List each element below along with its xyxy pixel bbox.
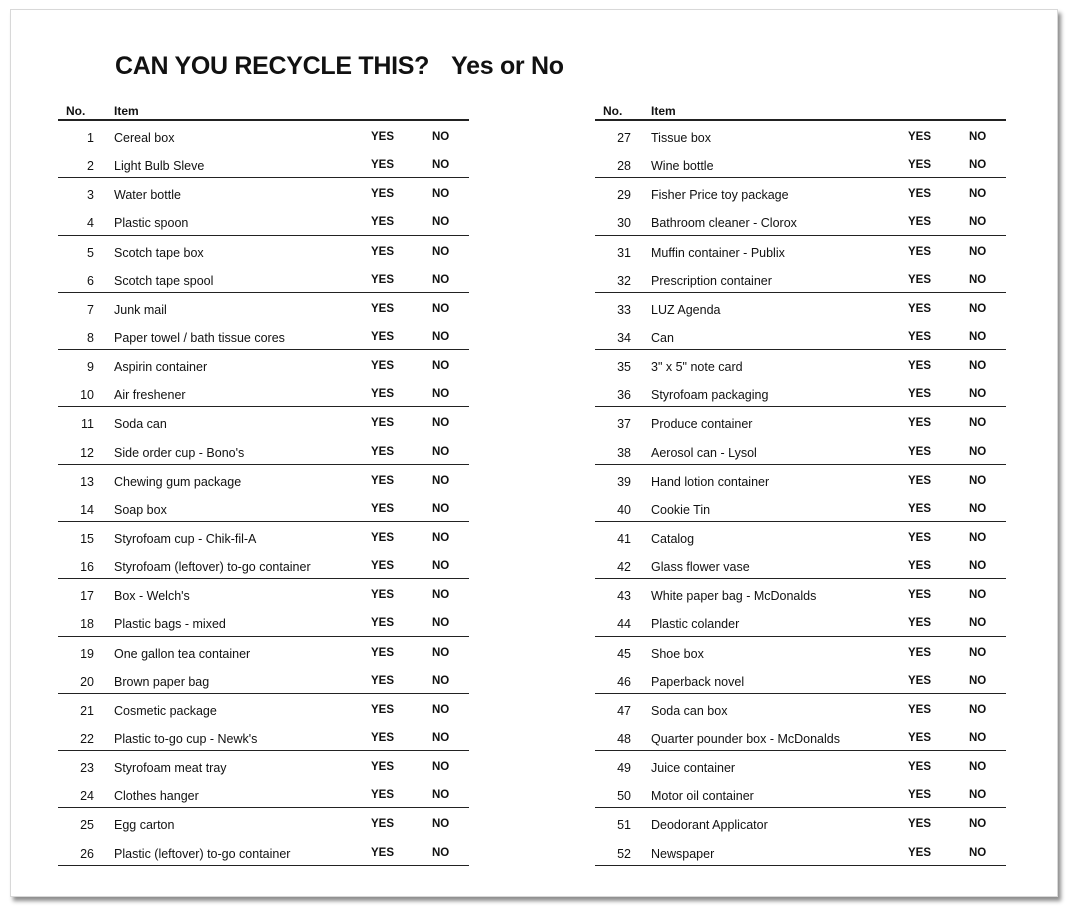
item-number: 29 bbox=[617, 188, 631, 203]
page-title bbox=[115, 52, 564, 81]
no-option[interactable]: NO bbox=[969, 531, 987, 544]
item-number: 5 bbox=[87, 245, 94, 260]
item-name: Soda can bbox=[114, 417, 167, 432]
table-row bbox=[595, 722, 1006, 751]
no-option[interactable]: NO bbox=[969, 731, 987, 744]
no-option[interactable]: NO bbox=[432, 216, 450, 229]
item-name: Plastic (leftover) to-go container bbox=[114, 846, 291, 861]
yes-option[interactable]: YES bbox=[371, 560, 395, 573]
item-number: 34 bbox=[617, 330, 631, 345]
table-row bbox=[595, 378, 1006, 407]
item-name: Plastic spoon bbox=[114, 216, 189, 231]
item-name: Glass flower vase bbox=[651, 560, 750, 575]
item-name: Chewing gum package bbox=[114, 474, 242, 489]
yes-option[interactable]: YES bbox=[371, 302, 395, 315]
item-number: 40 bbox=[617, 502, 631, 517]
yes-option[interactable]: YES bbox=[908, 131, 932, 143]
item-number: 23 bbox=[80, 761, 94, 776]
subtitle-text: Yes or No bbox=[451, 52, 564, 80]
yes-option[interactable]: YES bbox=[908, 159, 932, 172]
no-option[interactable]: NO bbox=[432, 159, 450, 172]
no-option[interactable]: NO bbox=[969, 674, 987, 687]
table-row bbox=[595, 206, 1006, 235]
no-option[interactable]: NO bbox=[969, 302, 987, 315]
item-number: 17 bbox=[80, 589, 94, 604]
table-row bbox=[595, 178, 1006, 206]
yes-option[interactable]: YES bbox=[908, 302, 932, 315]
item-number: 49 bbox=[617, 761, 631, 776]
table-row bbox=[58, 779, 469, 808]
table-row bbox=[58, 694, 469, 722]
item-number: 36 bbox=[617, 388, 631, 403]
yes-option[interactable]: YES bbox=[908, 589, 932, 602]
item-name: Paper towel / bath tissue cores bbox=[114, 330, 285, 345]
item-name: Hand lotion container bbox=[651, 474, 770, 489]
item-name: Plastic colander bbox=[651, 617, 740, 632]
item-number: 16 bbox=[80, 560, 94, 575]
item-name: Wine bottle bbox=[651, 159, 714, 174]
item-name: Motor oil container bbox=[651, 789, 754, 804]
table-row bbox=[58, 465, 469, 493]
yes-option[interactable]: YES bbox=[908, 531, 932, 544]
yes-option[interactable]: YES bbox=[371, 330, 395, 343]
yes-option[interactable]: YES bbox=[908, 789, 932, 802]
item-number: 25 bbox=[80, 818, 94, 833]
item-name: Styrofoam (leftover) to-go container bbox=[114, 560, 311, 575]
yes-option[interactable]: YES bbox=[371, 818, 395, 831]
item-name: Box - Welch's bbox=[114, 589, 190, 604]
item-number: 7 bbox=[87, 302, 94, 317]
no-option[interactable]: NO bbox=[432, 617, 450, 630]
yes-option[interactable]: YES bbox=[908, 388, 932, 401]
yes-option[interactable]: YES bbox=[371, 531, 395, 544]
yes-option[interactable]: YES bbox=[371, 245, 395, 258]
header-item: Item bbox=[651, 104, 676, 118]
table-row bbox=[595, 465, 1006, 493]
no-option[interactable]: NO bbox=[969, 330, 987, 343]
item-number: 10 bbox=[80, 388, 94, 403]
header-no: No. bbox=[603, 104, 623, 118]
item-name: Water bottle bbox=[114, 188, 181, 203]
yes-option[interactable]: YES bbox=[371, 445, 395, 458]
item-number: 44 bbox=[617, 617, 631, 632]
item-name: Light Bulb Sleve bbox=[114, 159, 205, 174]
table-row bbox=[58, 579, 469, 607]
item-number: 47 bbox=[617, 703, 631, 718]
table-row bbox=[58, 264, 469, 293]
no-option[interactable]: NO bbox=[432, 589, 450, 602]
table-row bbox=[58, 206, 469, 235]
yes-option[interactable]: YES bbox=[908, 216, 932, 229]
item-name: Quarter pounder box - McDonalds bbox=[651, 731, 840, 746]
item-number: 22 bbox=[80, 731, 94, 746]
item-number: 4 bbox=[87, 216, 94, 231]
item-name: Can bbox=[651, 330, 674, 345]
item-number: 13 bbox=[80, 474, 94, 489]
yes-option[interactable]: YES bbox=[371, 703, 395, 716]
no-option[interactable]: NO bbox=[969, 445, 987, 458]
yes-option[interactable]: YES bbox=[371, 360, 395, 373]
no-option[interactable]: NO bbox=[969, 273, 987, 286]
header-item: Item bbox=[114, 104, 139, 118]
table-row bbox=[595, 607, 1006, 636]
no-option[interactable]: NO bbox=[969, 159, 987, 172]
column-header bbox=[58, 102, 469, 121]
yes-option[interactable]: YES bbox=[371, 159, 395, 172]
item-name: Air freshener bbox=[114, 388, 186, 403]
table-row bbox=[595, 493, 1006, 522]
item-number: 12 bbox=[80, 445, 94, 460]
item-name: Aspirin container bbox=[114, 360, 208, 375]
item-number: 48 bbox=[617, 731, 631, 746]
item-number: 46 bbox=[617, 674, 631, 689]
item-name: Brown paper bag bbox=[114, 674, 210, 689]
item-name: One gallon tea container bbox=[114, 646, 251, 661]
yes-option[interactable]: YES bbox=[371, 731, 395, 744]
item-number: 50 bbox=[617, 789, 631, 804]
item-name: Scotch tape spool bbox=[114, 273, 214, 288]
item-number: 38 bbox=[617, 445, 631, 460]
table-row bbox=[58, 493, 469, 522]
yes-option[interactable]: YES bbox=[371, 761, 395, 774]
table-row bbox=[595, 522, 1006, 550]
item-number: 11 bbox=[81, 417, 94, 432]
item-number: 20 bbox=[80, 674, 94, 689]
item-name: Catalog bbox=[651, 531, 695, 546]
yes-option[interactable]: YES bbox=[371, 474, 395, 487]
yes-option[interactable]: YES bbox=[371, 273, 395, 286]
item-name: Tissue box bbox=[651, 131, 711, 145]
table-row bbox=[595, 579, 1006, 607]
item-name: 3" x 5" note card bbox=[651, 360, 743, 375]
table-row bbox=[595, 751, 1006, 779]
table-row bbox=[595, 407, 1006, 435]
no-option[interactable]: NO bbox=[969, 216, 987, 229]
no-option[interactable]: NO bbox=[432, 761, 450, 774]
table-row bbox=[58, 607, 469, 636]
item-name: Plastic bags - mixed bbox=[114, 617, 226, 632]
item-number: 21 bbox=[80, 703, 94, 718]
yes-option[interactable]: YES bbox=[908, 417, 932, 430]
item-name: Prescription container bbox=[651, 273, 772, 288]
item-number: 15 bbox=[80, 531, 94, 546]
yes-option[interactable]: YES bbox=[908, 445, 932, 458]
item-number: 45 bbox=[617, 646, 631, 661]
yes-option[interactable]: YES bbox=[908, 330, 932, 343]
no-option[interactable]: NO bbox=[432, 302, 450, 315]
yes-option[interactable]: YES bbox=[908, 188, 932, 201]
yes-option[interactable]: YES bbox=[371, 216, 395, 229]
item-name: Plastic to-go cup - Newk's bbox=[114, 731, 258, 746]
no-option[interactable]: NO bbox=[969, 245, 987, 258]
item-name: Deodorant Applicator bbox=[651, 818, 768, 833]
item-name: Styrofoam packaging bbox=[651, 388, 769, 403]
table-row bbox=[595, 321, 1006, 350]
no-option[interactable]: NO bbox=[432, 188, 450, 201]
no-option[interactable]: NO bbox=[969, 360, 987, 373]
table-row bbox=[58, 436, 469, 465]
item-name: Paperback novel bbox=[651, 674, 745, 689]
item-number: 51 bbox=[617, 818, 631, 833]
table-row bbox=[595, 264, 1006, 293]
yes-option[interactable]: YES bbox=[908, 703, 932, 716]
table-row bbox=[58, 121, 469, 149]
yes-option[interactable]: YES bbox=[908, 560, 932, 573]
no-option[interactable]: NO bbox=[432, 330, 450, 343]
table-row bbox=[58, 837, 469, 866]
no-option[interactable]: NO bbox=[969, 789, 987, 802]
item-number: 24 bbox=[80, 789, 94, 804]
table-row bbox=[595, 837, 1006, 866]
item-name: Juice container bbox=[651, 761, 736, 776]
no-option[interactable]: NO bbox=[432, 360, 450, 373]
table-row bbox=[58, 149, 469, 178]
no-option[interactable]: NO bbox=[432, 703, 450, 716]
no-option[interactable]: NO bbox=[432, 560, 450, 573]
column-header bbox=[595, 102, 1006, 121]
item-number: 30 bbox=[617, 216, 631, 231]
item-name: Soda can box bbox=[651, 703, 728, 718]
item-name: Cookie Tin bbox=[651, 502, 711, 517]
table-row bbox=[58, 808, 469, 836]
yes-option[interactable]: YES bbox=[908, 731, 932, 744]
no-option[interactable]: NO bbox=[969, 646, 987, 659]
yes-option[interactable]: YES bbox=[371, 674, 395, 687]
table-row bbox=[595, 121, 1006, 149]
item-name: Cosmetic package bbox=[114, 703, 217, 718]
item-name: Newspaper bbox=[651, 846, 715, 861]
no-option[interactable]: NO bbox=[432, 502, 450, 515]
item-number: 18 bbox=[80, 617, 94, 632]
table-row bbox=[595, 149, 1006, 178]
no-option[interactable]: NO bbox=[969, 703, 987, 716]
table-row bbox=[58, 321, 469, 350]
no-option[interactable]: NO bbox=[969, 474, 987, 487]
right-column bbox=[595, 102, 1006, 866]
item-name: Muffin container - Publix bbox=[651, 245, 785, 260]
no-option[interactable]: NO bbox=[969, 846, 987, 859]
yes-option[interactable]: YES bbox=[908, 818, 932, 831]
no-option[interactable]: NO bbox=[969, 617, 987, 630]
no-option[interactable]: NO bbox=[969, 188, 987, 201]
no-option[interactable]: NO bbox=[969, 560, 987, 573]
item-name: Fisher Price toy package bbox=[651, 188, 789, 203]
table-row bbox=[58, 178, 469, 206]
table-row bbox=[58, 722, 469, 751]
no-option[interactable]: NO bbox=[969, 761, 987, 774]
item-number: 6 bbox=[87, 273, 94, 288]
item-number: 14 bbox=[80, 502, 94, 517]
yes-option[interactable]: YES bbox=[371, 646, 395, 659]
item-name: Produce container bbox=[651, 417, 753, 432]
item-number: 28 bbox=[617, 159, 631, 174]
item-number: 27 bbox=[617, 131, 631, 145]
yes-option[interactable]: YES bbox=[908, 502, 932, 515]
no-option[interactable]: NO bbox=[432, 388, 450, 401]
no-option[interactable]: NO bbox=[432, 818, 450, 831]
yes-option[interactable]: YES bbox=[371, 388, 395, 401]
no-option[interactable]: NO bbox=[432, 789, 450, 802]
item-number: 35 bbox=[617, 360, 631, 375]
right-item-list bbox=[595, 121, 1006, 866]
item-name: Side order cup - Bono's bbox=[114, 445, 245, 460]
table-row bbox=[595, 236, 1006, 264]
header-no: No. bbox=[66, 104, 86, 118]
yes-option[interactable]: YES bbox=[371, 188, 395, 201]
title-text: CAN YOU RECYCLE THIS? bbox=[115, 52, 430, 80]
item-number: 52 bbox=[617, 846, 631, 861]
item-number: 19 bbox=[80, 646, 94, 661]
table-row bbox=[58, 522, 469, 550]
no-option[interactable]: NO bbox=[969, 131, 987, 143]
item-name: Bathroom cleaner - Clorox bbox=[651, 216, 797, 231]
table-row bbox=[595, 779, 1006, 808]
table-row bbox=[58, 236, 469, 264]
yes-option[interactable]: YES bbox=[908, 245, 932, 258]
left-item-list bbox=[58, 121, 469, 866]
item-name: Soap box bbox=[114, 502, 167, 517]
item-name: Cereal box bbox=[114, 131, 175, 145]
yes-option[interactable]: YES bbox=[371, 131, 395, 143]
no-option[interactable]: NO bbox=[432, 273, 450, 286]
item-number: 33 bbox=[617, 302, 631, 317]
table-row bbox=[595, 665, 1006, 694]
yes-option[interactable]: YES bbox=[908, 846, 932, 859]
no-option[interactable]: NO bbox=[432, 674, 450, 687]
item-name: Styrofoam cup - Chik-fil-A bbox=[114, 531, 257, 546]
table-row bbox=[595, 350, 1006, 378]
yes-option[interactable]: YES bbox=[371, 617, 395, 630]
item-number: 42 bbox=[617, 560, 631, 575]
item-number: 32 bbox=[617, 273, 631, 288]
item-number: 9 bbox=[87, 360, 94, 375]
table-row bbox=[58, 350, 469, 378]
no-option[interactable]: NO bbox=[432, 445, 450, 458]
item-name: Junk mail bbox=[114, 302, 167, 317]
item-name: Styrofoam meat tray bbox=[114, 761, 227, 776]
item-number: 43 bbox=[617, 589, 631, 604]
table-row bbox=[595, 293, 1006, 321]
item-number: 8 bbox=[87, 330, 94, 345]
item-number: 2 bbox=[87, 159, 94, 174]
item-name: Shoe box bbox=[651, 646, 704, 661]
item-name: White paper bag - McDonalds bbox=[651, 589, 817, 604]
item-number: 1 bbox=[87, 131, 94, 145]
yes-option[interactable]: YES bbox=[908, 761, 932, 774]
table-row bbox=[58, 637, 469, 665]
table-row bbox=[595, 637, 1006, 665]
table-row bbox=[58, 293, 469, 321]
yes-option[interactable]: YES bbox=[908, 474, 932, 487]
yes-option[interactable]: YES bbox=[908, 674, 932, 687]
no-option[interactable]: NO bbox=[432, 731, 450, 744]
table-row bbox=[58, 407, 469, 435]
no-option[interactable]: NO bbox=[432, 474, 450, 487]
table-row bbox=[58, 378, 469, 407]
table-row bbox=[595, 694, 1006, 722]
item-number: 26 bbox=[80, 846, 94, 861]
item-number: 37 bbox=[617, 417, 631, 432]
yes-option[interactable]: YES bbox=[908, 360, 932, 373]
table-row bbox=[595, 808, 1006, 836]
no-option[interactable]: NO bbox=[432, 846, 450, 859]
no-option[interactable]: NO bbox=[432, 245, 450, 258]
item-name: Scotch tape box bbox=[114, 245, 204, 260]
no-option[interactable]: NO bbox=[969, 502, 987, 515]
no-option[interactable]: NO bbox=[969, 417, 987, 430]
yes-option[interactable]: YES bbox=[371, 502, 395, 515]
no-option[interactable]: NO bbox=[432, 417, 450, 430]
no-option[interactable]: NO bbox=[432, 531, 450, 544]
table-row bbox=[58, 665, 469, 694]
table-row bbox=[58, 751, 469, 779]
item-name: Aerosol can - Lysol bbox=[651, 445, 757, 460]
item-number: 3 bbox=[87, 188, 94, 203]
yes-option[interactable]: YES bbox=[371, 846, 395, 859]
table-row bbox=[58, 550, 469, 579]
no-option[interactable]: NO bbox=[969, 818, 987, 831]
item-name: Egg carton bbox=[114, 818, 175, 833]
item-number: 39 bbox=[617, 474, 631, 489]
item-name: LUZ Agenda bbox=[651, 302, 721, 317]
item-number: 41 bbox=[617, 531, 631, 546]
item-name: Clothes hanger bbox=[114, 789, 199, 804]
item-number: 31 bbox=[617, 245, 631, 260]
yes-option[interactable]: YES bbox=[371, 789, 395, 802]
table-row bbox=[595, 550, 1006, 579]
table-row bbox=[595, 436, 1006, 465]
yes-option[interactable]: YES bbox=[908, 646, 932, 659]
no-option[interactable]: NO bbox=[969, 589, 987, 602]
yes-option[interactable]: YES bbox=[908, 617, 932, 630]
no-option[interactable]: NO bbox=[432, 131, 450, 143]
no-option[interactable]: NO bbox=[432, 646, 450, 659]
no-option[interactable]: NO bbox=[969, 388, 987, 401]
left-column bbox=[58, 102, 469, 866]
yes-option[interactable]: YES bbox=[371, 417, 395, 430]
yes-option[interactable]: YES bbox=[908, 273, 932, 286]
yes-option[interactable]: YES bbox=[371, 589, 395, 602]
worksheet-page bbox=[10, 9, 1058, 897]
